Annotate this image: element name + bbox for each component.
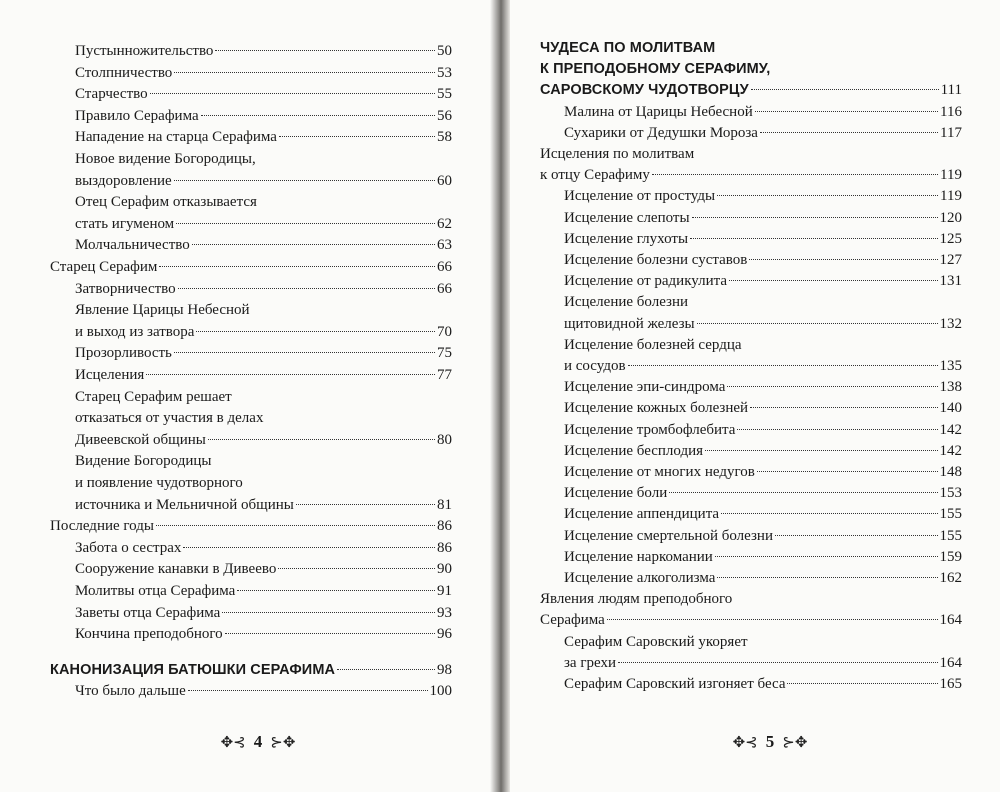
dot-leader: [697, 323, 938, 324]
toc-entry-line: Исцеление болезней сердца: [564, 336, 742, 353]
toc-entry: [75, 62, 452, 84]
toc-page-number: 53: [437, 64, 452, 81]
toc-page-number: 100: [429, 683, 452, 700]
dot-leader: [669, 492, 937, 493]
toc-entry-title: Серафима: [540, 612, 605, 629]
toc-entry-line: отказаться от участия в делах: [75, 410, 264, 427]
dot-leader: [174, 72, 435, 73]
toc-entry-title: Заветы отца Серафима: [75, 604, 221, 621]
toc-entry-title: Исцеление эпи-синдрома: [564, 379, 726, 396]
toc-entry-line: Серафим Саровский укоряет: [564, 633, 748, 650]
toc-entry-title: Исцеление тромбофлебита: [564, 421, 736, 438]
dot-leader: [208, 439, 435, 440]
toc-entry-title: Прозорливость: [75, 345, 172, 362]
dot-leader: [178, 288, 435, 289]
toc-entry-title: Исцеление кожных болезней: [564, 400, 749, 417]
toc-entry-line: ЧУДЕСА ПО МОЛИТВАМ: [540, 40, 716, 56]
toc-entry: [50, 659, 452, 681]
toc-entry: [564, 313, 962, 335]
toc-page-number: 131: [939, 273, 962, 290]
toc-entry-title: Исцеление от простуды: [564, 188, 716, 205]
toc-page-number: 140: [939, 400, 962, 417]
toc-entry: [564, 546, 962, 568]
page-folio-right: [710, 730, 830, 754]
page-folio-left: [198, 730, 318, 754]
toc-page-number: 63: [437, 237, 452, 254]
ornament-left-icon: ✥⊰: [220, 735, 246, 751]
dot-leader: [222, 612, 435, 613]
toc-page-number: 135: [939, 358, 962, 374]
dot-leader: [279, 136, 435, 137]
toc-page-number: 127: [939, 252, 962, 268]
toc-entry-title: стать игуменом: [75, 215, 175, 232]
toc-entry: [564, 355, 962, 377]
toc-page-number: 164: [939, 612, 962, 629]
toc-entry-title: КАНОНИЗАЦИЯ БАТЮШКИ СЕРАФИМА: [50, 661, 336, 678]
toc-entry-line: Явления людям преподобного: [540, 591, 733, 608]
ornament-right-icon: ⊱✥: [270, 735, 296, 751]
toc-page-number: 132: [939, 315, 962, 332]
toc-page-number: 86: [437, 518, 452, 535]
toc-entry: [564, 376, 962, 398]
toc-entry-title: Сооружение канавки в Дивеево: [75, 561, 277, 578]
toc-page-number: 75: [437, 345, 452, 362]
toc-entry: [75, 429, 452, 451]
toc-entry: [50, 515, 452, 537]
toc-entry: [75, 234, 452, 256]
toc-entry: [564, 228, 962, 250]
dot-leader: [196, 331, 435, 332]
toc-page-number: 90: [437, 561, 452, 578]
toc-page-number: 120: [939, 209, 962, 226]
toc-page-number: 138: [939, 379, 962, 396]
dot-leader: [775, 535, 938, 536]
toc-entry-title: Молитвы отца Серафима: [75, 583, 236, 599]
toc-entry-line: Исцеления по молитвам: [540, 146, 695, 162]
toc-entry: [75, 580, 452, 602]
toc-entry-title: и выход из затвора: [75, 323, 195, 340]
dot-leader: [727, 386, 937, 387]
dot-leader: [705, 450, 937, 451]
toc-page-number: 142: [939, 442, 962, 459]
toc-entry: [564, 122, 962, 144]
toc-entry: [564, 482, 962, 504]
dot-leader: [337, 669, 435, 670]
toc-entry-title: и сосудов: [564, 358, 626, 374]
dot-leader: [174, 180, 435, 181]
dot-leader: [174, 352, 435, 353]
toc-page-number: 93: [437, 604, 452, 621]
toc-entry: [75, 278, 452, 300]
toc-entry: [75, 558, 452, 580]
toc-entry-title: Исцеления: [75, 367, 145, 383]
toc-entry: [75, 494, 452, 516]
toc-entry: [75, 602, 452, 624]
dot-leader: [296, 504, 435, 505]
toc-page-number: 56: [437, 107, 452, 124]
toc-page-number: 81: [437, 496, 452, 513]
dot-leader: [715, 556, 938, 557]
toc-page-number: 119: [940, 167, 962, 184]
dot-leader: [183, 547, 435, 548]
toc-entry-title: Исцеление от радикулита: [564, 273, 728, 290]
toc-entry: [75, 83, 452, 105]
toc-page-number: 91: [437, 583, 452, 599]
dot-leader: [721, 513, 937, 514]
toc-entry: [75, 680, 452, 702]
toc-entry: [564, 270, 962, 292]
table-of-contents-left: [0, 0, 490, 792]
toc-entry-title: Исцеление боли: [564, 485, 668, 502]
dot-leader: [787, 683, 937, 684]
toc-entry: [540, 79, 962, 101]
toc-entry-title: Нападение на старца Серафима: [75, 129, 277, 146]
toc-page-number: 164: [939, 654, 962, 671]
toc-entry: [564, 249, 962, 271]
toc-page-number: 165: [939, 676, 962, 692]
toc-entry: [564, 207, 962, 229]
toc-entry: [75, 40, 452, 62]
ornament-right-icon: ⊱✥: [782, 735, 808, 751]
toc-page-number: 60: [437, 172, 452, 189]
toc-entry-line: Исцеление болезни: [564, 294, 689, 311]
dot-leader: [692, 217, 938, 218]
page-number: 5: [765, 732, 775, 751]
dot-leader: [188, 690, 428, 691]
right-page: [510, 0, 1000, 792]
toc-entry-line: Явление Царицы Небесной: [75, 302, 250, 319]
toc-entry-line: Старец Серафим решает: [75, 388, 232, 405]
toc-entry-title: за грехи: [564, 654, 616, 671]
toc-page-number: 70: [437, 323, 452, 340]
toc-entry-title: Последние годы: [50, 518, 154, 535]
dot-leader: [201, 115, 435, 116]
toc-page-number: 80: [437, 431, 452, 448]
toc-entry-title: Серафим Саровский изгоняет беса: [564, 676, 786, 692]
toc-page-number: 66: [437, 259, 452, 275]
toc-entry: [75, 342, 452, 364]
toc-page-number: 55: [437, 86, 452, 103]
toc-page-number: 125: [939, 230, 962, 247]
toc-entry-title: Исцеление наркомании: [564, 548, 713, 565]
toc-entry-title: Исцеление аппендицита: [564, 506, 720, 523]
toc-page-number: 142: [939, 421, 962, 438]
toc-page-number: 116: [940, 103, 962, 120]
toc-entry: [540, 609, 962, 631]
dot-leader: [237, 590, 435, 591]
toc-entry-title: Столпничество: [75, 64, 173, 81]
toc-page-number: 96: [437, 626, 452, 643]
toc-entry-title: Малина от Царицы Небесной: [564, 103, 753, 120]
book-gutter: [490, 0, 510, 792]
toc-entry-title: Исцеление слепоты: [564, 209, 690, 226]
toc-entry-line: Отец Серафим отказывается: [75, 194, 257, 211]
toc-entry: [564, 185, 962, 207]
toc-entry-line: К ПРЕПОДОБНОМУ СЕРАФИМУ,: [540, 61, 771, 78]
toc-entry: [564, 461, 962, 483]
dot-leader: [750, 407, 937, 408]
table-of-contents-right: [510, 0, 1000, 792]
toc-entry: [564, 101, 962, 123]
toc-entry-title: Исцеление болезни суставов: [564, 252, 748, 268]
toc-entry-title: Молчальничество: [75, 237, 190, 254]
toc-entry-title: Старец Серафим: [50, 259, 158, 275]
toc-page-number: 148: [939, 464, 962, 480]
dot-leader: [729, 280, 937, 281]
toc-entry-title: Исцеление алкоголизма: [564, 570, 716, 586]
toc-page-number: 117: [940, 124, 962, 141]
toc-entry-title: Пустынножительство: [75, 43, 214, 59]
dot-leader: [215, 50, 435, 51]
dot-leader: [717, 577, 937, 578]
toc-entry-title: Затворничество: [75, 280, 176, 297]
toc-entry-title: выздоровление: [75, 172, 172, 189]
toc-page-number: 153: [939, 485, 962, 502]
toc-entry-title: Правило Серафима: [75, 107, 199, 124]
toc-entry: [75, 537, 452, 559]
left-page: [0, 0, 490, 792]
toc-entry: [75, 170, 452, 192]
toc-entry-title: Старчество: [75, 86, 148, 103]
dot-leader: [278, 568, 435, 569]
dot-leader: [146, 374, 435, 375]
dot-leader: [192, 244, 435, 245]
toc-entry-title: САРОВСКОМУ ЧУДОТВОРЦУ: [540, 82, 749, 99]
dot-leader: [751, 89, 939, 90]
toc-page-number: 159: [939, 548, 962, 565]
toc-page-number: 77: [437, 367, 452, 383]
toc-entry-line: Видение Богородицы: [75, 453, 212, 470]
toc-entry-title: щитовидной железы: [564, 315, 695, 332]
toc-entry: [564, 673, 962, 695]
toc-entry: [540, 164, 962, 186]
toc-page-number: 162: [939, 570, 962, 586]
dot-leader: [652, 174, 938, 175]
toc-entry: [75, 126, 452, 148]
dot-leader: [690, 238, 937, 239]
toc-page-number: 111: [940, 82, 962, 99]
toc-page-number: 98: [437, 661, 452, 678]
toc-entry: [75, 105, 452, 127]
toc-entry-title: Исцеление смертельной болезни: [564, 527, 773, 544]
toc-entry-title: Исцеление глухоты: [564, 230, 689, 247]
toc-entry: [75, 213, 452, 235]
toc-entry-title: Забота о сестрах: [75, 539, 182, 556]
dot-leader: [760, 132, 938, 133]
toc-entry: [564, 503, 962, 525]
toc-page-number: 58: [437, 129, 452, 146]
dot-leader: [225, 633, 435, 634]
toc-entry: [564, 440, 962, 462]
toc-entry-title: источника и Мельничной общины: [75, 496, 294, 513]
toc-page-number: 50: [437, 43, 452, 59]
toc-entry-title: Исцеление от многих недугов: [564, 464, 755, 480]
ornament-left-icon: ✥⊰: [732, 735, 758, 751]
toc-entry: [564, 397, 962, 419]
dot-leader: [607, 619, 938, 620]
dot-leader: [755, 111, 938, 112]
dot-leader: [156, 525, 435, 526]
dot-leader: [628, 365, 938, 366]
dot-leader: [749, 259, 937, 260]
toc-entry: [75, 623, 452, 645]
toc-entry-title: Сухарики от Дедушки Мороза: [564, 124, 758, 141]
toc-entry-line: Новое видение Богородицы,: [75, 151, 256, 167]
toc-entry-title: к отцу Серафиму: [540, 167, 650, 184]
toc-entry-title: Что было дальше: [75, 683, 186, 700]
toc-entry: [564, 525, 962, 547]
toc-entry-title: Кончина преподобного: [75, 626, 223, 643]
dot-leader: [717, 195, 938, 196]
toc-entry: [75, 321, 452, 343]
toc-page-number: 62: [437, 215, 452, 232]
dot-leader: [176, 223, 435, 224]
toc-entry-title: Исцеление бесплодия: [564, 442, 704, 459]
toc-entry: [50, 256, 452, 278]
page-number: 4: [253, 732, 263, 751]
toc-page-number: 66: [437, 280, 452, 297]
dot-leader: [737, 429, 937, 430]
toc-entry-line: и появление чудотворного: [75, 475, 243, 491]
dot-leader: [159, 266, 435, 267]
dot-leader: [618, 662, 938, 663]
toc-page-number: 155: [939, 527, 962, 544]
toc-page-number: 155: [939, 506, 962, 523]
toc-page-number: 119: [940, 188, 962, 205]
toc-entry: [564, 567, 962, 589]
toc-entry-title: Дивеевской общины: [75, 431, 206, 448]
toc-entry: [564, 652, 962, 674]
dot-leader: [757, 471, 938, 472]
toc-entry: [564, 419, 962, 441]
dot-leader: [150, 93, 435, 94]
toc-entry: [75, 364, 452, 386]
toc-page-number: 86: [437, 539, 452, 556]
